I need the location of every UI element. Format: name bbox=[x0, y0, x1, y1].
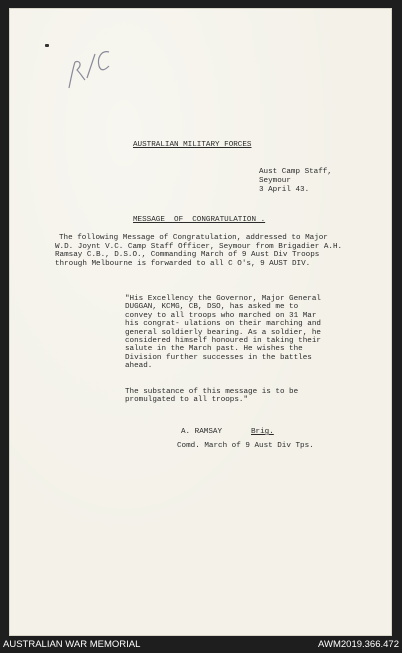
footer-bar bbox=[0, 636, 402, 653]
document-title: MESSAGE OF CONGRATULATION . bbox=[133, 216, 266, 224]
footer-accession-id: AWM2019.366.472 bbox=[318, 639, 399, 650]
signature-role: Comd. March of 9 Aust Div Tps. bbox=[177, 442, 314, 450]
document-page bbox=[9, 8, 392, 636]
handwriting-icon bbox=[65, 48, 113, 94]
quoted-message: "His Excellency the Governor, Major General DUGGAN, KCMG, CB, DSO, has asked me to convey to all troops who marched on 31 Mar his congrat- ulations on their marching and general soldierly bearing. As a soldier, he considered himself honoured in taking their salute in the March past. He wishes the Division further successes in the battles ahead. bbox=[125, 295, 321, 371]
document-header: AUSTRALIAN MILITARY FORCES bbox=[133, 141, 252, 149]
quoted-message-end: The substance of this message is to be promulgated to all troops." bbox=[125, 388, 299, 405]
footer-source: AUSTRALIAN WAR MEMORIAL bbox=[3, 639, 141, 650]
intro-paragraph: The following Message of Congratulation, addressed to Major W.D. Joynt V.C. Camp Staff Officer, Seymour from Brigadier A.H. Ramsay C.B., D.S.O., Commanding March of 9 Aust Div Troops through Melbourne is forwarded to all C O's, 9 AUST DIV. bbox=[55, 234, 343, 268]
address-line-1: Aust Camp Staff, bbox=[259, 168, 332, 176]
signature-rank: Brig. bbox=[251, 428, 274, 436]
handwritten-annotation bbox=[65, 48, 113, 94]
signature-name: A. RAMSAY bbox=[181, 428, 223, 436]
punch-mark bbox=[45, 44, 49, 47]
address-line-3: 3 April 43. bbox=[259, 186, 310, 194]
address-line-2: Seymour bbox=[259, 177, 291, 185]
